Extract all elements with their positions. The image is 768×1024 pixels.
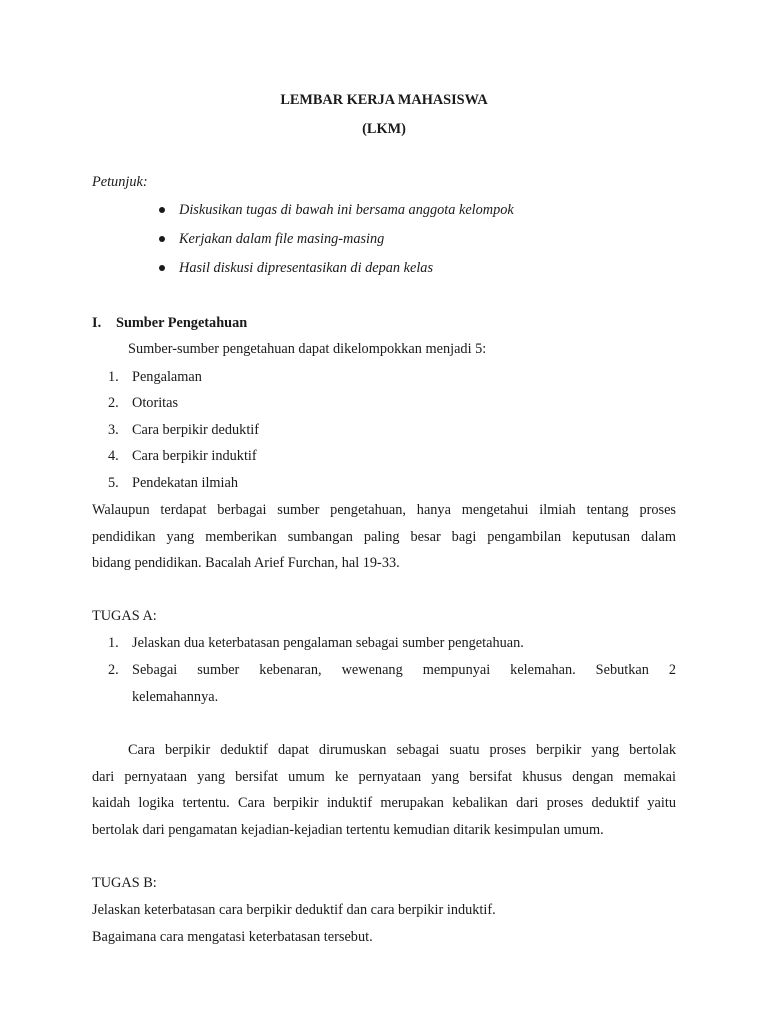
list-item: Otoritas: [132, 395, 179, 411]
paragraph-line: pendidikan yang memberikan sumbangan paling besar bagi pengambilan keputusan dalam: [92, 529, 676, 545]
section-heading: Sumber Pengetahuan: [116, 315, 248, 331]
instructions-label: Petunjuk:: [92, 174, 148, 190]
paragraph-line: Cara berpikir deduktif dapat dirumuskan sebagai suatu proses berpikir yang bertolak: [128, 742, 676, 758]
document-subtitle: (LKM): [362, 121, 406, 137]
list-number: 2.: [108, 395, 119, 411]
paragraph-line: Walaupun terdapat berbagai sumber pengetahuan, hanya mengetahui ilmiah tentang proses: [92, 502, 676, 518]
list-number: 1.: [108, 635, 119, 651]
task-line: Bagaimana cara mengatasi keterbatasan tersebut.: [92, 929, 373, 945]
paragraph-line: bertolak dari pengamatan kejadian-kejadian tertentu kemudian ditarik kesimpulan umum.: [92, 822, 604, 838]
instruction-item: Diskusikan tugas di bawah ini bersama anggota kelompok: [179, 202, 514, 218]
task-label: TUGAS B:: [92, 875, 157, 891]
list-number: 5.: [108, 475, 119, 491]
paragraph-line: dari pernyataan yang bersifat umum ke pernyataan yang bersifat khusus dengan memakai: [92, 769, 676, 785]
bullet-icon: [159, 236, 165, 242]
list-item: Pendekatan ilmiah: [132, 475, 239, 491]
list-item: Cara berpikir deduktif: [132, 422, 260, 438]
task-item: Jelaskan dua keterbatasan pengalaman sebagai sumber pengetahuan.: [132, 635, 524, 651]
list-number: 1.: [108, 369, 119, 385]
instruction-item: Kerjakan dalam file masing-masing: [179, 231, 385, 247]
task-label: TUGAS A:: [92, 608, 157, 624]
document-title: LEMBAR KERJA MAHASISWA: [280, 92, 488, 108]
task-item: Sebagai sumber kebenaran, wewenang mempunyai kelemahan. Sebutkan 2: [132, 662, 676, 678]
list-number: 2.: [108, 662, 119, 678]
instruction-item: Hasil diskusi dipresentasikan di depan kelas: [179, 260, 434, 276]
section-intro: Sumber-sumber pengetahuan dapat dikelompokkan menjadi 5:: [128, 341, 487, 357]
list-item: Cara berpikir induktif: [132, 448, 257, 464]
task-item-continuation: kelemahannya.: [132, 689, 219, 705]
task-line: Jelaskan keterbatasan cara berpikir deduktif dan cara berpikir induktif.: [92, 902, 496, 918]
paragraph-line: kaidah logika tertentu. Cara berpikir induktif merupakan kebalikan dari proses deduktif yaitu: [92, 795, 676, 811]
bullet-icon: [159, 265, 165, 271]
list-number: 4.: [108, 448, 119, 464]
list-number: 3.: [108, 422, 119, 438]
bullet-icon: [159, 207, 165, 213]
section-numeral: I.: [92, 315, 102, 331]
paragraph-line: bidang pendidikan. Bacalah Arief Furchan, hal 19-33.: [92, 555, 400, 571]
list-item: Pengalaman: [132, 369, 202, 385]
